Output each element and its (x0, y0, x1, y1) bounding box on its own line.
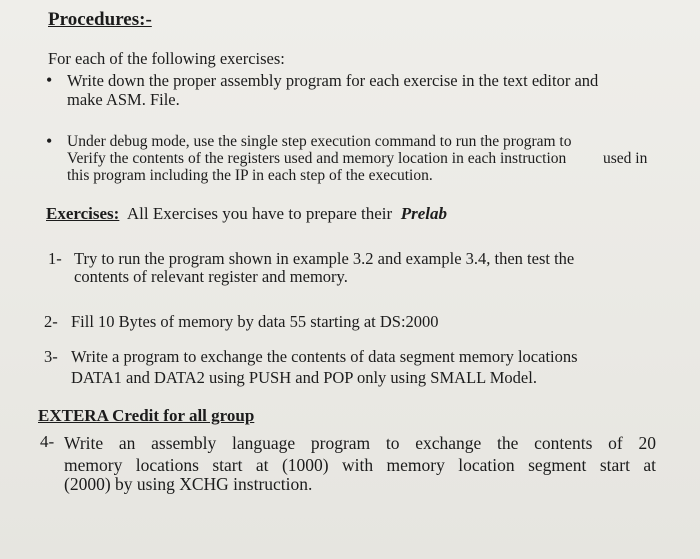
bullet-icon: • (46, 131, 53, 151)
procedure-step-1-line-2: make ASM. File. (67, 90, 180, 109)
exercise-1-line-2: contents of relevant register and memory. (74, 267, 348, 286)
exercise-1-number: 1- (48, 249, 62, 268)
procedure-step-2-trailing: used in (603, 150, 648, 167)
exercise-2-line-1: Fill 10 Bytes of memory by data 55 starting at DS:2000 (71, 312, 439, 331)
extra-credit-number: 4- (40, 432, 55, 451)
exercise-3-number: 3- (44, 347, 58, 366)
exercise-3-line-1: Write a program to exchange the contents of data segment memory locations (71, 347, 578, 366)
procedure-step-2-line-1: Under debug mode, use the single step execution command to run the program to (67, 133, 572, 150)
exercise-1-line-1: Try to run the program shown in example 3.2 and example 3.4, then test the (74, 249, 575, 268)
extra-credit-heading: EXTERA Credit for all group (38, 406, 255, 425)
exercises-header (46, 205, 447, 223)
extra-credit-line-3: (2000) by using XCHG instruction. (64, 474, 313, 494)
procedure-step-2-line-2: Verify the contents of the registers used and memory location in each instruction (67, 150, 567, 167)
procedures-heading: Procedures:- (48, 9, 152, 30)
exercise-2-number: 2- (44, 312, 58, 331)
extra-credit-line-2: memory locations start at (1000) with memory location segment start at (64, 455, 656, 475)
exercise-3-line-2: DATA1 and DATA2 using PUSH and POP only using SMALL Model. (71, 368, 537, 387)
procedure-step-1-line-1: Write down the proper assembly program for each exercise in the text editor and (67, 71, 599, 90)
procedure-step-2-line-3: this program including the IP in each step of the execution. (67, 167, 433, 184)
extra-credit-line-1: Write an assembly language program to exchange the contents of 20 (64, 433, 656, 453)
prelab-emphasis: Prelab (400, 204, 447, 223)
exercises-label: Exercises: (46, 204, 120, 223)
exercises-text: All Exercises you have to prepare their (126, 204, 393, 223)
procedures-intro: For each of the following exercises: (48, 49, 285, 68)
bullet-icon: • (46, 70, 53, 90)
